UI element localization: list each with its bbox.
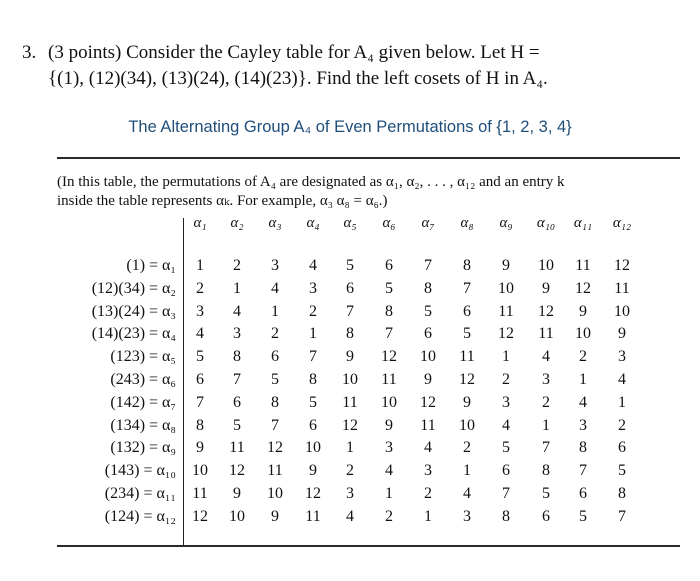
table-row [0,439,700,461]
table-cell: 4 [346,507,354,525]
table-cell: 4 [271,279,279,297]
table-cell: 9 [346,348,354,366]
table-cell: 9 [424,371,432,388]
table-cell: 11 [192,485,208,502]
table-cell: 10 [538,257,554,274]
table-cell: 1 [542,416,550,434]
table-cell: 6 [542,507,550,525]
row-label: (142) = α₇ [110,393,176,411]
table-cell: 4 [502,416,510,434]
table-cell: 9 [309,462,317,480]
table-cell: 6 [346,279,354,297]
table-cell: 4 [618,371,626,388]
table-cell: 9 [463,393,471,411]
table-cell: 7 [385,325,393,343]
table-cell: 12 [538,302,554,320]
table-cell: 7 [618,507,626,525]
column-header: α₁ [193,215,207,231]
table-cell: 6 [463,302,471,320]
table-row [0,485,700,507]
table-row [0,417,700,439]
table-cell: 10 [342,371,358,388]
table-cell: 2 [233,257,241,274]
table-cell: 6 [502,462,510,480]
table-cell: 2 [463,439,471,457]
table-cell: 10 [229,507,245,525]
table-cell: 9 [385,416,393,434]
table-cell: 7 [424,257,432,274]
table-cell: 7 [233,371,241,388]
table-cell: 6 [309,416,317,434]
table-cell: 5 [502,439,510,457]
table-row [0,371,700,393]
table-row [0,462,700,484]
table-cell: 8 [542,462,550,480]
table-cell: 2 [309,302,317,320]
table-row [0,257,700,279]
note-line-2: inside the table represents αₖ. For example, α₃ α₈ = α₆.) [57,193,388,209]
table-cell: 3 [424,462,432,480]
table-cell: 6 [424,325,432,343]
table-cell: 11 [498,302,514,320]
table-cell: 9 [579,302,587,320]
table-cell: 1 [502,348,510,366]
table-cell: 10 [498,279,514,297]
problem-line-1 [22,40,682,66]
table-cell: 11 [575,257,591,274]
table-cell: 12 [192,507,208,525]
table-cell: 9 [271,507,279,525]
table-cell: 5 [346,257,354,274]
table-cell: 7 [502,485,510,502]
table-row [0,325,700,347]
table-cell: 5 [385,279,393,297]
table-cell: 8 [502,507,510,525]
column-header: α₇ [421,215,435,231]
table-cell: 1 [346,439,354,457]
row-label: (134) = α₈ [110,416,176,434]
table-cell: 1 [271,302,279,320]
table-cell: 2 [346,462,354,480]
table-cell: 8 [579,439,587,457]
row-label: (1) = α₁ [126,257,176,274]
table-cell: 1 [424,507,432,525]
table-cell: 11 [229,439,245,457]
table-cell: 8 [618,485,626,502]
table-cell: 7 [542,439,550,457]
table-cell: 4 [309,257,317,274]
table-cell: 4 [542,348,550,366]
table-cell: 12 [420,393,436,411]
table-row [0,348,700,370]
table-cell: 3 [618,348,626,366]
table-cell: 3 [309,279,317,297]
table-cell: 8 [385,302,393,320]
table-cell: 10 [305,439,321,457]
table-cell: 4 [424,439,432,457]
table-cell: 4 [579,393,587,411]
table-cell: 3 [196,302,204,320]
table-cell: 11 [342,393,358,411]
table-cell: 7 [579,462,587,480]
problem-line-2: {(1), (12)(34), (13)(24), (14)(23)}. Find the left cosets of H in A₄. [48,68,548,89]
table-cell: 11 [538,325,554,343]
table-cell: 11 [420,416,436,434]
table-cell: 8 [233,348,241,366]
table-cell: 2 [542,393,550,411]
table-cell: 12 [381,348,397,366]
table-cell: 1 [385,485,393,502]
problem-statement [22,40,682,92]
top-rule [57,157,680,159]
table-cell: 7 [271,416,279,434]
table-cell: 6 [579,485,587,502]
table-cell: 3 [233,325,241,343]
table-cell: 6 [385,257,393,274]
table-cell: 5 [463,325,471,343]
row-label: (234) = α₁₁ [104,485,176,502]
table-cell: 11 [381,371,397,388]
table-cell: 10 [614,302,630,320]
column-header: α₉ [499,215,513,231]
table-cell: 5 [542,485,550,502]
table-cell: 9 [196,439,204,457]
column-header: α₂ [230,215,244,231]
table-cell: 3 [579,416,587,434]
table-note [57,173,677,211]
table-cell: 7 [463,279,471,297]
column-header: α₁₀ [536,215,556,231]
table-cell: 2 [502,371,510,388]
row-label: (12)(34) = α₂ [91,279,176,297]
table-cell: 12 [305,485,321,502]
table-row [0,508,700,530]
table-cell: 1 [233,279,241,297]
table-cell: 4 [233,302,241,320]
table-cell: 12 [342,416,358,434]
row-label: (132) = α₉ [110,439,176,457]
row-label: (14)(23) = α₄ [91,325,176,343]
table-cell: 5 [196,348,204,366]
table-cell: 7 [346,302,354,320]
column-header: α₈ [460,215,474,231]
row-label: (13)(24) = α₃ [91,302,176,320]
table-cell: 8 [424,279,432,297]
table-cell: 1 [309,325,317,343]
table-cell: 2 [271,325,279,343]
table-cell: 11 [614,279,630,297]
table-cell: 9 [618,325,626,343]
table-cell: 1 [196,257,204,274]
table-cell: 12 [614,257,630,274]
table-cell: 7 [196,393,204,411]
table-cell: 5 [233,416,241,434]
table-cell: 12 [498,325,514,343]
table-cell: 2 [424,485,432,502]
row-label: (243) = α₆ [110,371,176,388]
column-header: α₄ [306,215,320,231]
table-cell: 1 [618,393,626,411]
table-cell: 6 [233,393,241,411]
table-cell: 3 [542,371,550,388]
table-cell: 9 [542,279,550,297]
table-row [0,280,700,302]
table-cell: 10 [267,485,283,502]
table-cell: 10 [381,393,397,411]
table-heading: The Alternating Group A₄ of Even Permutations of {1, 2, 3, 4} [128,118,572,136]
row-label: (123) = α₅ [110,348,176,366]
table-cell: 11 [267,462,283,480]
table-cell: 8 [463,257,471,274]
table-cell: 12 [267,439,283,457]
table-cell: 8 [309,371,317,388]
table-cell: 5 [618,462,626,480]
row-label: (143) = α₁₀ [104,462,176,480]
table-cell: 8 [271,393,279,411]
table-cell: 10 [459,416,475,434]
table-cell: 2 [385,507,393,525]
table-cell: 9 [233,485,241,502]
table-cell: 4 [196,325,204,343]
table-cell: 10 [420,348,436,366]
table-row [0,394,700,416]
table-cell: 6 [196,371,204,388]
table-cell: 5 [424,302,432,320]
table-cell: 11 [305,507,321,525]
column-header-row [0,215,700,237]
table-row [0,303,700,325]
table-cell: 5 [579,507,587,525]
note-line-1: (In this table, the permutations of A₄ are designated as α₁, α₂, . . . , α₁₂ and an entry k [57,174,565,190]
table-cell: 7 [309,348,317,366]
table-cell: 12 [229,462,245,480]
problem-text-1: (3 points) Consider the Cayley table for A₄ given below. Let H = [48,42,540,63]
table-cell: 6 [271,348,279,366]
table-cell: 4 [385,462,393,480]
table-cell: 12 [575,279,591,297]
table-cell: 12 [459,371,475,388]
row-label: (124) = α₁₂ [104,507,176,525]
table-cell: 3 [463,507,471,525]
table-cell: 8 [346,325,354,343]
problem-number: 3. [22,42,37,63]
column-header: α₁₂ [612,215,632,231]
column-header: α₁₁ [573,215,593,231]
table-cell: 5 [309,393,317,411]
table-cell: 2 [618,416,626,434]
table-cell: 11 [459,348,475,366]
table-cell: 3 [346,485,354,502]
table-cell: 1 [463,462,471,480]
table-cell: 10 [192,462,208,480]
table-cell: 1 [579,371,587,388]
table-cell: 9 [502,257,510,274]
column-header: α₅ [343,215,357,231]
table-cell: 5 [271,371,279,388]
table-cell: 3 [502,393,510,411]
table-cell: 3 [385,439,393,457]
bottom-rule [57,545,680,547]
table-cell: 4 [463,485,471,502]
table-cell: 6 [618,439,626,457]
table-cell: 3 [271,257,279,274]
column-header: α₆ [382,215,396,231]
column-header: α₃ [268,215,282,231]
table-cell: 10 [575,325,591,343]
table-cell: 2 [579,348,587,366]
table-cell: 8 [196,416,204,434]
table-cell: 2 [196,279,204,297]
